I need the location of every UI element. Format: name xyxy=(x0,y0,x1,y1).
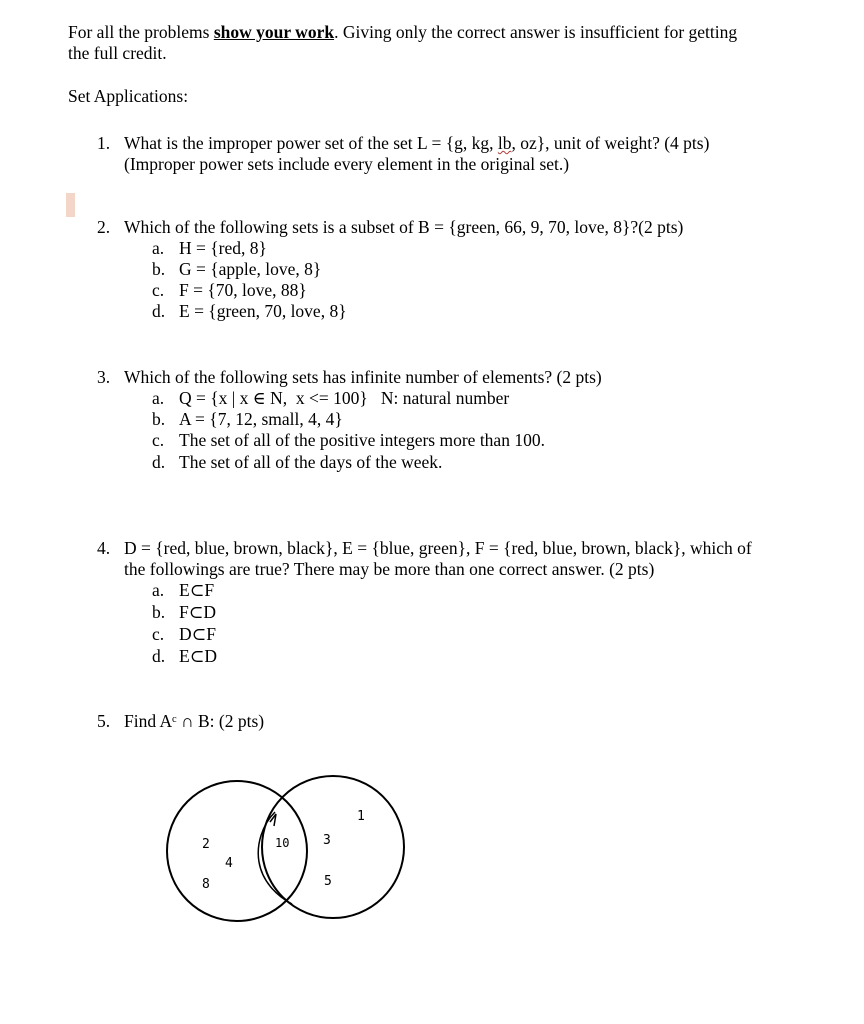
section-title: Set Applications: xyxy=(68,86,189,106)
question-4-number: 4. xyxy=(97,538,111,558)
option-text: E = {green, 70, love, 8} xyxy=(179,301,347,321)
venn-label: 5 xyxy=(324,874,332,889)
option-text: E⊂F xyxy=(179,580,215,600)
question-3-text: Which of the following sets has infinite number of elements? (2 pts) xyxy=(124,367,602,387)
option-label: b. xyxy=(152,602,166,622)
option-text: D⊂F xyxy=(179,624,217,644)
question-2-number: 2. xyxy=(97,217,111,237)
venn-label: 3 xyxy=(323,833,331,848)
question-1-text-end: , oz}, unit of weight? (4 pts) xyxy=(511,133,710,153)
venn-label: 10 xyxy=(275,836,290,850)
option-label: c. xyxy=(152,624,165,644)
question-1-line-2: (Improper power sets include every element in the original set.) xyxy=(124,154,570,174)
option-label: c. xyxy=(152,430,165,450)
option-label: c. xyxy=(152,280,165,300)
option-text: The set of all of the positive integers more than 100. xyxy=(179,430,545,450)
option-label: d. xyxy=(152,646,166,666)
instructions-line-2: the full credit. xyxy=(68,43,167,63)
option-text: E⊂D xyxy=(179,646,217,666)
option-text: The set of all of the days of the week. xyxy=(179,452,443,472)
venn-label: 2 xyxy=(202,837,210,852)
question-1-number: 1. xyxy=(97,133,111,153)
option-label: b. xyxy=(152,259,166,279)
option-text: F⊂D xyxy=(179,602,217,622)
question-5-text: Find Aᶜ ∩ B: (2 pts) xyxy=(124,711,265,731)
option-label: d. xyxy=(152,301,166,321)
option-label: d. xyxy=(152,452,166,472)
question-3-number: 3. xyxy=(97,367,111,387)
instructions-suffix: . Giving only the correct answer is insufficient for getting xyxy=(334,22,738,42)
option-text: G = {apple, love, 8} xyxy=(179,259,322,279)
question-2-text: Which of the following sets is a subset of B = {green, 66, 9, 70, love, 8}?(2 pts) xyxy=(124,217,684,237)
instructions-emphasis: show your work xyxy=(213,22,335,42)
question-1-text: What is the improper power set of the set L = {g, kg, xyxy=(124,133,498,153)
question-4-text: D = {red, blue, brown, black}, E = {blue, green}, F = {red, blue, brown, black}, which of xyxy=(124,538,752,558)
option-text: Q = {x | x ∈ N, x <= 100} N: natural number xyxy=(179,388,510,408)
venn-label: 4 xyxy=(225,856,233,871)
venn-label: 1 xyxy=(357,809,365,824)
option-label: a. xyxy=(152,388,165,408)
option-label: a. xyxy=(152,238,165,258)
option-text: H = {red, 8} xyxy=(179,238,267,258)
option-label: b. xyxy=(152,409,166,429)
question-5-number: 5. xyxy=(97,711,111,731)
instructions-prefix: For all the problems xyxy=(68,22,214,42)
question-4-line-2: the followings are true? There may be more than one correct answer. (2 pts) xyxy=(124,559,655,579)
option-text: F = {70, love, 88} xyxy=(179,280,307,300)
option-text: A = {7, 12, small, 4, 4} xyxy=(179,409,343,429)
option-label: a. xyxy=(152,580,165,600)
venn-label: 8 xyxy=(202,877,210,892)
spellcheck-word: lb xyxy=(497,133,512,153)
